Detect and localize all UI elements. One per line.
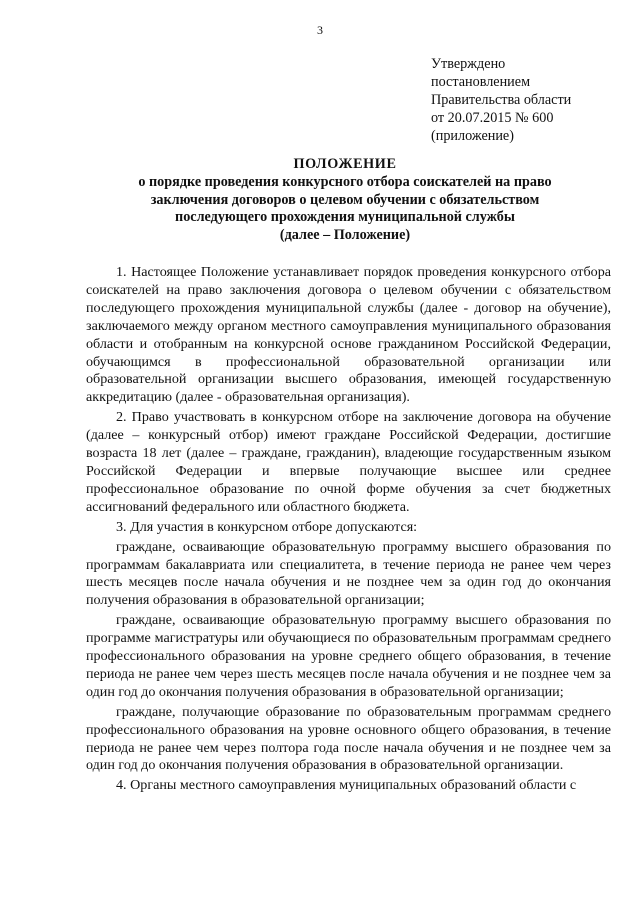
- approval-line: постановлением: [431, 74, 531, 90]
- paragraph-3-item-2: граждане, осваивающие образовательную программу высшего образования по программе магистратуры или обучающиеся по образовательным программам среднего профессионального образования на уровне среднего общего образования, в течение периода не ранее чем через шесть месяцев после начала обучения и не позднее чем за один год до окончания получения образования в образовательной организации;: [86, 612, 611, 700]
- document-subtitle-line: (далее – Положение): [279, 227, 411, 244]
- document-heading: [90, 156, 600, 245]
- page-number: 3: [317, 23, 323, 37]
- paragraph-2: 2. Право участвовать в конкурсном отборе на заключение договора на обучение (далее – конкурсный отбор) имеют граждане Российской Федерации, достигшие возраста 18 лет (далее – граждане, гражданин), владеющие государственным языком Российской Федерации и впервые получающие высшее или среднее профессиональное образование по очной форме обучения за счет бюджетных ассигнований федерального или областного бюджета.: [86, 409, 611, 515]
- document-body: [86, 264, 611, 795]
- document-title: ПОЛОЖЕНИЕ: [293, 156, 397, 172]
- paragraph-3: 3. Для участия в конкурсном отборе допускаются:: [116, 518, 418, 535]
- paragraph-3-item-3: граждане, получающие образование по образовательным программам среднего профессионального образования на уровне основного общего образования, в течение периода не ранее чем через полтора года после начала обучения и не позднее чем за один год до окончания получения образования в образовательной организации.: [86, 703, 611, 774]
- paragraph-3-item-1: граждане, осваивающие образовательную программу высшего образования по программам бакалавриата или специалитета, в течение периода не ранее чем через шесть месяцев после начала обучения и не позднее чем за один год до окончания получения образования в образовательной организации;: [86, 538, 611, 609]
- paragraph-4: 4. Органы местного самоуправления муниципальных образований области с: [116, 777, 577, 794]
- document-subtitle-line: заключения договоров о целевом обучении с обязательством: [150, 191, 540, 208]
- approval-line: Правительства области: [431, 92, 572, 108]
- paragraph-1: 1. Настоящее Положение устанавливает порядок проведения конкурсного отбора соискателей на право заключения договора о целевом обучении с обязательством последующего прохождения муниципальной службы (далее - договор на обучение), заключаемого между органом местного самоуправления муниципального образования области и отобранным на конкурсной основе гражданином Российской Федерации, обучающимся в профессиональной образовательной организации или образовательной организации высшего образования, имеющей государственную аккредитацию (далее - образовательная организация).: [86, 264, 611, 406]
- approval-line: Утверждено: [431, 56, 506, 72]
- document-subtitle-line: о порядке проведения конкурсного отбора соискателей на право: [138, 173, 552, 190]
- document-subtitle-line: последующего прохождения муниципальной службы: [175, 209, 515, 226]
- approval-stamp: [431, 55, 631, 145]
- approval-line: от 20.07.2015 № 600: [431, 110, 554, 126]
- approval-line: (приложение): [431, 128, 514, 144]
